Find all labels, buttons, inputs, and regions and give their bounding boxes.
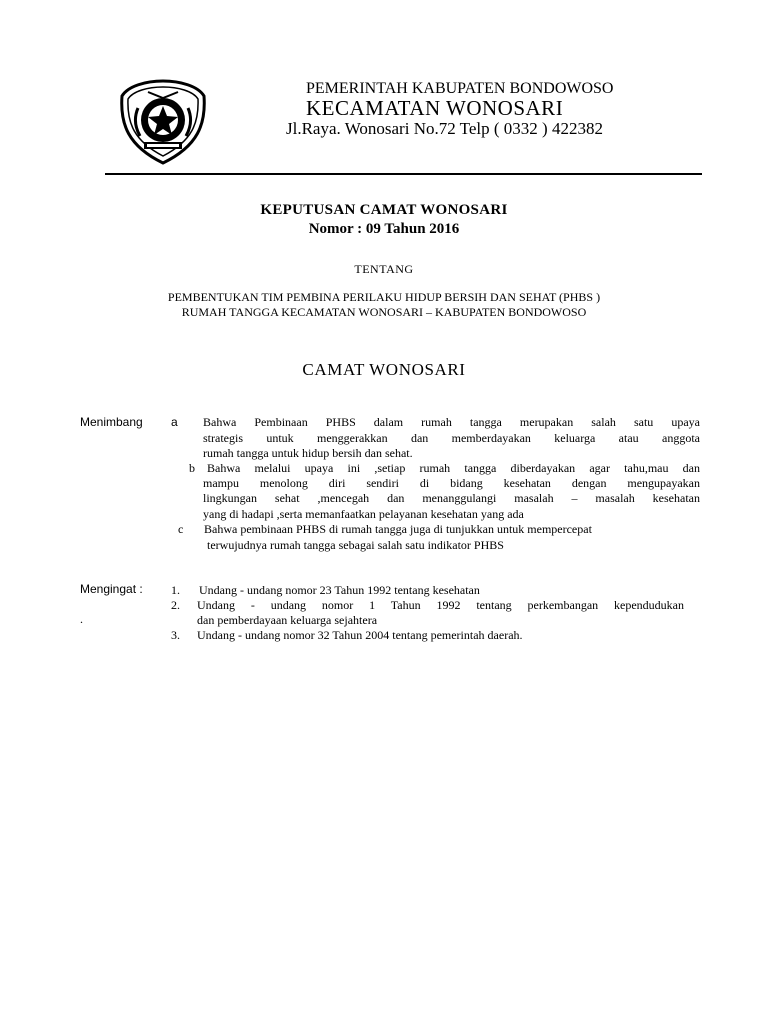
about-label: TENTANG xyxy=(354,262,414,276)
mengingat-marker-2: 2. xyxy=(171,598,180,612)
menimbang-c-line-1: Bahwa pembinaan PHBS di rumah tangga juga di tunjukkan untuk mempercepat xyxy=(204,522,592,536)
stray-mark: . xyxy=(80,612,83,626)
mengingat-label: Mengingat : xyxy=(80,582,143,596)
official-heading: CAMAT WONOSARI xyxy=(302,360,466,379)
mengingat-marker-1: 1. xyxy=(171,583,180,597)
mengingat-2-line-1: Undang - undang nomor 1 Tahun 1992 tentang perkembangan kependudukan xyxy=(197,598,684,612)
subject-line-1: PEMBENTUKAN TIM PEMBINA PERILAKU HIDUP BERSIH DAN SEHAT (PHBS ) xyxy=(167,290,601,304)
subject-line-2: RUMAH TANGGA KECAMATAN WONOSARI – KABUPATEN BONDOWOSO xyxy=(181,305,587,319)
government-name: PEMERINTAH KABUPATEN BONDOWOSO xyxy=(306,80,614,97)
menimbang-b-line-3: lingkungan sehat ,mencegah dan menanggulangi masalah – masalah kesehatan xyxy=(203,491,700,505)
menimbang-marker-a: a xyxy=(171,415,178,429)
menimbang-c-line-2: terwujudnya rumah tangga sebagai salah satu indikator PHBS xyxy=(207,538,504,552)
mengingat-marker-3: 3. xyxy=(171,628,180,642)
regency-crest-icon xyxy=(118,78,208,166)
menimbang-a-line-1: Bahwa Pembinaan PHBS dalam rumah tangga merupakan salah satu upaya xyxy=(203,415,700,429)
decree-number: Nomor : 09 Tahun 2016 xyxy=(308,221,460,237)
mengingat-3-line-1: Undang - undang nomor 32 Tahun 2004 tentang pemerintah daerah. xyxy=(197,628,523,642)
menimbang-label: Menimbang xyxy=(80,415,143,429)
menimbang-b-line-4: yang di hadapi ,serta memanfaatkan pelayanan kesehatan yang ada xyxy=(203,507,524,521)
decree-title: KEPUTUSAN CAMAT WONOSARI xyxy=(260,202,508,218)
mengingat-1-line-1: Undang - undang nomor 23 Tahun 1992 tentang kesehatan xyxy=(199,583,480,597)
menimbang-marker-b: b xyxy=(189,461,195,475)
office-address: Jl.Raya. Wonosari No.72 Telp ( 0332 ) 422382 xyxy=(286,119,603,138)
mengingat-2-line-2: dan pemberdayaan keluarga sejahtera xyxy=(197,613,378,627)
menimbang-a-line-3: rumah tangga untuk hidup bersih dan sehat. xyxy=(203,446,413,460)
menimbang-b-line-2: mampu menolong diri sendiri di bidang kesehatan dengan mengupayakan xyxy=(203,476,700,490)
menimbang-marker-c: c xyxy=(178,522,184,536)
menimbang-b-line-1: Bahwa melalui upaya ini ,setiap rumah tangga diberdayakan agar tahu,mau dan xyxy=(207,461,700,475)
menimbang-a-line-2: strategis untuk menggerakkan dan memberdayakan keluarga atau anggota xyxy=(203,431,700,445)
letterhead-divider xyxy=(105,173,702,175)
district-name: KECAMATAN WONOSARI xyxy=(306,96,564,120)
